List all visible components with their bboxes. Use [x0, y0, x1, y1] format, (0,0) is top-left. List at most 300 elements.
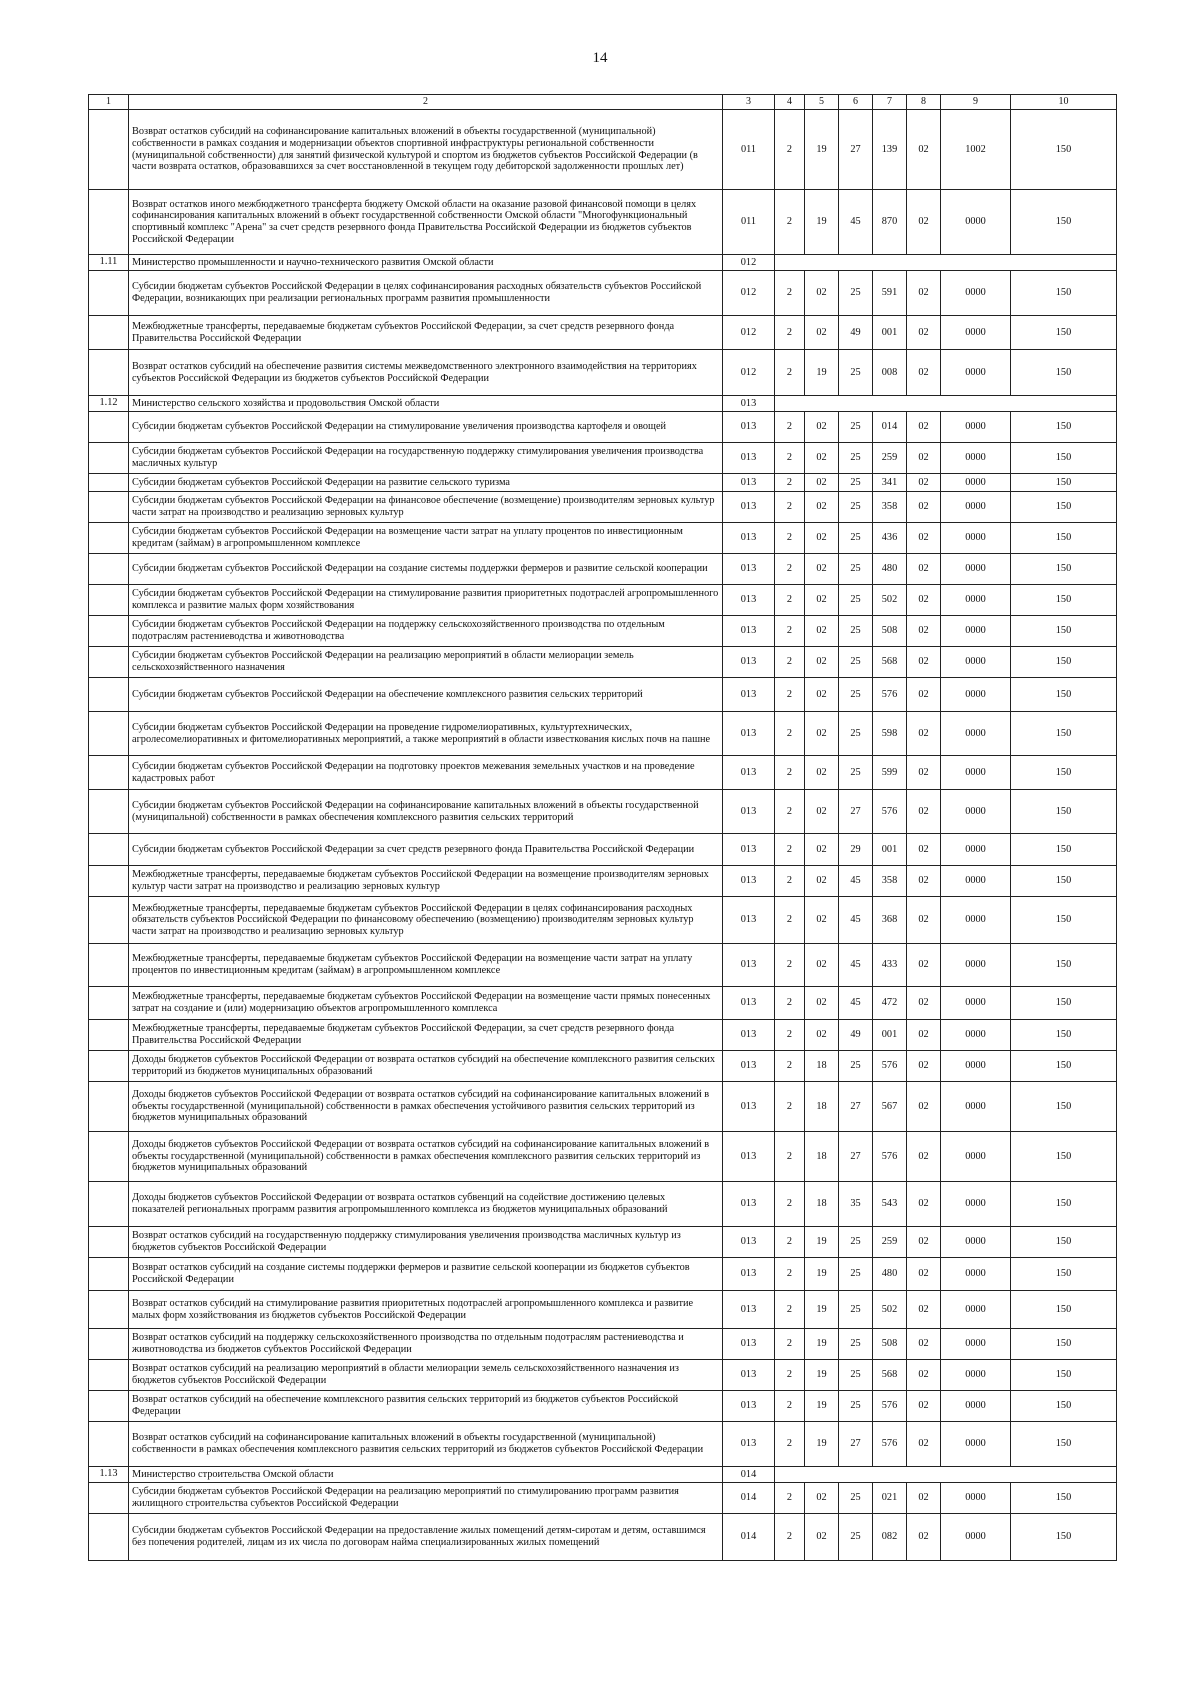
admin-code-cell: 013	[723, 1258, 775, 1291]
item-name-cell: Субсидии бюджетам субъектов Российской Федерации на реализацию мероприятий по стимулированию программ развития жилищного строительства субъектов Российской Федерации	[129, 1483, 723, 1514]
code-element-cell: 02	[907, 1483, 941, 1514]
code-group-cell: 2	[775, 412, 805, 443]
code-group-cell: 2	[775, 1258, 805, 1291]
code-subgroup-cell: 02	[805, 756, 839, 790]
section-number-cell	[89, 897, 129, 944]
code-program-cell: 0000	[941, 647, 1011, 678]
section-number-cell	[89, 1329, 129, 1360]
section-number-cell: 1.12	[89, 396, 129, 412]
table-row	[89, 1227, 1117, 1258]
item-name-cell: Субсидии бюджетам субъектов Российской Федерации на создание системы поддержки фермеров и развитие сельской кооперации	[129, 554, 723, 585]
item-name-cell: Субсидии бюджетам субъектов Российской Федерации за счет средств резервного фонда Правительства Российской Федерации	[129, 834, 723, 866]
code-subgroup-cell: 02	[805, 944, 839, 987]
item-name-cell: Министерство строительства Омской области	[129, 1467, 723, 1483]
code-group-cell: 2	[775, 944, 805, 987]
code-program-cell: 1002	[941, 110, 1011, 190]
item-name-cell: Межбюджетные трансферты, передаваемые бюджетам субъектов Российской Федерации на возмещение части затрат на уплату процентов по инвестиционным кредитам (займам) в агропромышленном комплексе	[129, 944, 723, 987]
section-number-cell	[89, 271, 129, 316]
admin-code-cell: 012	[723, 316, 775, 350]
item-name-cell: Субсидии бюджетам субъектов Российской Федерации на финансовое обеспечение (возмещение) производителям зерновых культур части затрат на производство и реализацию зерновых культур	[129, 492, 723, 523]
code-group-cell: 2	[775, 1051, 805, 1082]
section-number-cell	[89, 1227, 129, 1258]
code-program-cell: 0000	[941, 1291, 1011, 1329]
code-article-cell: 45	[839, 190, 873, 255]
section-number-cell	[89, 866, 129, 897]
admin-code-cell: 013	[723, 756, 775, 790]
code-element-cell: 02	[907, 712, 941, 756]
code-group-cell: 2	[775, 1291, 805, 1329]
code-subgroup-cell: 19	[805, 1391, 839, 1422]
code-classification-cell: 150	[1011, 1483, 1117, 1514]
code-subgroup-cell: 02	[805, 616, 839, 647]
table-row	[89, 616, 1117, 647]
code-article-cell: 45	[839, 987, 873, 1020]
table-row	[89, 1258, 1117, 1291]
code-program-cell: 0000	[941, 350, 1011, 396]
code-classification-cell: 150	[1011, 492, 1117, 523]
code-subarticle-cell: 436	[873, 523, 907, 554]
code-subarticle-cell: 576	[873, 1132, 907, 1182]
code-program-cell: 0000	[941, 616, 1011, 647]
code-classification-cell: 150	[1011, 1082, 1117, 1132]
code-program-cell: 0000	[941, 316, 1011, 350]
code-article-cell: 25	[839, 756, 873, 790]
code-classification-cell: 150	[1011, 474, 1117, 492]
code-group-cell: 2	[775, 316, 805, 350]
code-subgroup-cell: 19	[805, 1422, 839, 1467]
code-subgroup-cell: 02	[805, 474, 839, 492]
code-group-cell: 2	[775, 585, 805, 616]
code-subarticle-cell: 480	[873, 1258, 907, 1291]
code-element-cell: 02	[907, 1182, 941, 1227]
code-group-cell: 2	[775, 1182, 805, 1227]
section-number-cell	[89, 756, 129, 790]
code-program-cell: 0000	[941, 1051, 1011, 1082]
table-row	[89, 1051, 1117, 1082]
code-program-cell: 0000	[941, 1020, 1011, 1051]
code-classification-cell: 150	[1011, 897, 1117, 944]
section-number-cell	[89, 443, 129, 474]
admin-code-cell: 013	[723, 492, 775, 523]
item-name-cell: Субсидии бюджетам субъектов Российской Федерации на возмещение части затрат на уплату процентов по инвестиционным кредитам (займам) в агропромышленном комплексе	[129, 523, 723, 554]
code-program-cell: 0000	[941, 712, 1011, 756]
item-name-cell: Субсидии бюджетам субъектов Российской Федерации на стимулирование увеличения производства картофеля и овощей	[129, 412, 723, 443]
code-subarticle-cell: 259	[873, 1227, 907, 1258]
code-article-cell: 25	[839, 1051, 873, 1082]
section-number-cell	[89, 834, 129, 866]
code-group-cell: 2	[775, 1422, 805, 1467]
item-name-cell: Межбюджетные трансферты, передаваемые бюджетам субъектов Российской Федерации, за счет средств резервного фонда Правительства Российской Федерации	[129, 1020, 723, 1051]
code-article-cell: 25	[839, 1483, 873, 1514]
admin-code-cell: 013	[723, 474, 775, 492]
admin-code-cell: 013	[723, 897, 775, 944]
code-article-cell: 25	[839, 523, 873, 554]
admin-code-cell: 013	[723, 554, 775, 585]
admin-code-cell: 013	[723, 678, 775, 712]
section-number-cell: 1.11	[89, 255, 129, 271]
code-article-cell: 25	[839, 1258, 873, 1291]
empty-cells	[775, 1467, 1117, 1483]
code-subgroup-cell: 02	[805, 585, 839, 616]
code-subarticle-cell: 576	[873, 1422, 907, 1467]
code-classification-cell: 150	[1011, 712, 1117, 756]
item-name-cell: Возврат остатков субсидий на государственную поддержку стимулирования увеличения производства масличных культур из бюджетов субъектов Российской Федерации	[129, 1227, 723, 1258]
admin-code-cell: 013	[723, 1227, 775, 1258]
table-row	[89, 443, 1117, 474]
code-subarticle-cell: 001	[873, 1020, 907, 1051]
admin-code-cell: 014	[723, 1514, 775, 1561]
code-program-cell: 0000	[941, 944, 1011, 987]
section-number-cell	[89, 350, 129, 396]
code-subarticle-cell: 472	[873, 987, 907, 1020]
code-element-cell: 02	[907, 1422, 941, 1467]
code-subarticle-cell: 568	[873, 647, 907, 678]
admin-code-cell: 013	[723, 1020, 775, 1051]
section-number-cell	[89, 412, 129, 443]
item-name-cell: Возврат остатков субсидий на создание системы поддержки фермеров и развитие сельской кооперации из бюджетов субъектов Российской Федерации	[129, 1258, 723, 1291]
item-name-cell: Возврат остатков субсидий на обеспечение комплексного развития сельских территорий из бюджетов субъектов Российской Федерации	[129, 1391, 723, 1422]
code-element-cell: 02	[907, 834, 941, 866]
table-row	[89, 987, 1117, 1020]
code-group-cell: 2	[775, 1082, 805, 1132]
code-group-cell: 2	[775, 647, 805, 678]
code-element-cell: 02	[907, 1227, 941, 1258]
code-subarticle-cell: 008	[873, 350, 907, 396]
code-group-cell: 2	[775, 678, 805, 712]
admin-code-cell: 013	[723, 585, 775, 616]
item-name-cell: Субсидии бюджетам субъектов Российской Федерации на софинансирование капитальных вложений в объекты государственной (муниципальной) собственности в рамках обеспечения комплексного развития сельских территорий	[129, 790, 723, 834]
code-element-cell: 02	[907, 1360, 941, 1391]
code-group-cell: 2	[775, 756, 805, 790]
code-group-cell: 2	[775, 554, 805, 585]
item-name-cell: Межбюджетные трансферты, передаваемые бюджетам субъектов Российской Федерации, за счет средств резервного фонда Правительства Российской Федерации	[129, 316, 723, 350]
code-element-cell: 02	[907, 350, 941, 396]
section-number-cell	[89, 1132, 129, 1182]
code-element-cell: 02	[907, 554, 941, 585]
code-article-cell: 27	[839, 1082, 873, 1132]
admin-code-cell: 013	[723, 1422, 775, 1467]
section-number-cell	[89, 523, 129, 554]
code-element-cell: 02	[907, 1082, 941, 1132]
admin-code-cell: 012	[723, 350, 775, 396]
section-number-cell	[89, 678, 129, 712]
section-number-cell	[89, 110, 129, 190]
column-header: 2	[129, 95, 723, 110]
table-row	[89, 1020, 1117, 1051]
table-row	[89, 1422, 1117, 1467]
code-classification-cell: 150	[1011, 834, 1117, 866]
item-name-cell: Межбюджетные трансферты, передаваемые бюджетам субъектов Российской Федерации на возмещение части прямых понесенных затрат на создание и (или) модернизацию объектов агропромышленного комплекса	[129, 987, 723, 1020]
table-row	[89, 316, 1117, 350]
code-classification-cell: 150	[1011, 1291, 1117, 1329]
code-group-cell: 2	[775, 443, 805, 474]
table-row	[89, 585, 1117, 616]
code-element-cell: 02	[907, 1291, 941, 1329]
table-row	[89, 1391, 1117, 1422]
code-article-cell: 25	[839, 1514, 873, 1561]
code-program-cell: 0000	[941, 1391, 1011, 1422]
code-article-cell: 25	[839, 412, 873, 443]
code-program-cell: 0000	[941, 1329, 1011, 1360]
code-subgroup-cell: 18	[805, 1132, 839, 1182]
ministry-row	[89, 396, 1117, 412]
code-subgroup-cell: 02	[805, 554, 839, 585]
admin-code-cell: 013	[723, 1082, 775, 1132]
code-group-cell: 2	[775, 897, 805, 944]
code-article-cell: 25	[839, 616, 873, 647]
code-group-cell: 2	[775, 1483, 805, 1514]
section-number-cell	[89, 1020, 129, 1051]
code-subarticle-cell: 001	[873, 316, 907, 350]
item-name-cell: Возврат остатков субсидий на обеспечение развития системы межведомственного электронного взаимодействия на территориях субъектов Российской Федерации из бюджетов субъектов Российской Федерации	[129, 350, 723, 396]
code-group-cell: 2	[775, 271, 805, 316]
item-name-cell: Доходы бюджетов субъектов Российской Федерации от возврата остатков субсидий на софинансирование капитальных вложений в объекты государственной (муниципальной) собственности в рамках обеспечения устойчивого развития сельских территорий из бюджетов муниципальных образований	[129, 1082, 723, 1132]
code-program-cell: 0000	[941, 897, 1011, 944]
code-element-cell: 02	[907, 443, 941, 474]
empty-cells	[775, 255, 1117, 271]
code-article-cell: 27	[839, 1422, 873, 1467]
code-classification-cell: 150	[1011, 866, 1117, 897]
code-subarticle-cell: 568	[873, 1360, 907, 1391]
code-element-cell: 02	[907, 790, 941, 834]
code-element-cell: 02	[907, 866, 941, 897]
code-article-cell: 25	[839, 1360, 873, 1391]
item-name-cell: Возврат остатков субсидий на софинансирование капитальных вложений в объекты государственной (муниципальной) собственности в рамках обеспечения комплексного развития сельских территорий из бюджетов субъектов Российской Федерации	[129, 1422, 723, 1467]
admin-code-cell: 012	[723, 255, 775, 271]
code-element-cell: 02	[907, 944, 941, 987]
code-article-cell: 25	[839, 492, 873, 523]
code-article-cell: 25	[839, 1291, 873, 1329]
table-row	[89, 1082, 1117, 1132]
code-article-cell: 25	[839, 474, 873, 492]
code-program-cell: 0000	[941, 866, 1011, 897]
table-row	[89, 1329, 1117, 1360]
code-subarticle-cell: 598	[873, 712, 907, 756]
code-article-cell: 25	[839, 1227, 873, 1258]
section-number-cell	[89, 585, 129, 616]
item-name-cell: Субсидии бюджетам субъектов Российской Федерации на реализацию мероприятий в области мелиорации земель сельскохозяйственного назначения	[129, 647, 723, 678]
code-program-cell: 0000	[941, 1422, 1011, 1467]
section-number-cell	[89, 1291, 129, 1329]
code-program-cell: 0000	[941, 474, 1011, 492]
code-classification-cell: 150	[1011, 271, 1117, 316]
table-row	[89, 834, 1117, 866]
code-element-cell: 02	[907, 616, 941, 647]
admin-code-cell: 014	[723, 1467, 775, 1483]
code-group-cell: 2	[775, 790, 805, 834]
code-classification-cell: 150	[1011, 1391, 1117, 1422]
code-group-cell: 2	[775, 1132, 805, 1182]
table-row	[89, 712, 1117, 756]
code-program-cell: 0000	[941, 1227, 1011, 1258]
table-row	[89, 492, 1117, 523]
item-name-cell: Субсидии бюджетам субъектов Российской Федерации на государственную поддержку стимулирования увеличения производства масличных культур	[129, 443, 723, 474]
code-article-cell: 35	[839, 1182, 873, 1227]
code-article-cell: 25	[839, 271, 873, 316]
code-program-cell: 0000	[941, 1360, 1011, 1391]
code-program-cell: 0000	[941, 834, 1011, 866]
code-article-cell: 27	[839, 790, 873, 834]
item-name-cell: Субсидии бюджетам субъектов Российской Федерации на поддержку сельскохозяйственного производства по отдельным подотраслям растениеводства и животноводства	[129, 616, 723, 647]
table-row	[89, 271, 1117, 316]
admin-code-cell: 013	[723, 1291, 775, 1329]
item-name-cell: Доходы бюджетов субъектов Российской Федерации от возврата остатков субвенций на содействие достижению целевых показателей региональных программ развития агропромышленного комплекса из бюджетов муниципальных образований	[129, 1182, 723, 1227]
admin-code-cell: 013	[723, 1132, 775, 1182]
admin-code-cell: 013	[723, 412, 775, 443]
code-subgroup-cell: 02	[805, 316, 839, 350]
code-classification-cell: 150	[1011, 616, 1117, 647]
code-program-cell: 0000	[941, 1082, 1011, 1132]
code-subgroup-cell: 19	[805, 1329, 839, 1360]
code-subgroup-cell: 02	[805, 412, 839, 443]
empty-cells	[775, 396, 1117, 412]
code-subgroup-cell: 19	[805, 1227, 839, 1258]
budget-classification-table	[88, 94, 1117, 1561]
table-row	[89, 647, 1117, 678]
item-name-cell: Межбюджетные трансферты, передаваемые бюджетам субъектов Российской Федерации на возмещение производителям зерновых культур части затрат на производство и реализацию зерновых культур	[129, 866, 723, 897]
code-article-cell: 25	[839, 585, 873, 616]
code-program-cell: 0000	[941, 443, 1011, 474]
code-classification-cell: 150	[1011, 350, 1117, 396]
section-number-cell	[89, 1483, 129, 1514]
code-article-cell: 49	[839, 1020, 873, 1051]
table-row	[89, 1360, 1117, 1391]
code-element-cell: 02	[907, 271, 941, 316]
table-row	[89, 944, 1117, 987]
code-subgroup-cell: 02	[805, 523, 839, 554]
code-element-cell: 02	[907, 1051, 941, 1082]
code-subgroup-cell: 02	[805, 443, 839, 474]
admin-code-cell: 013	[723, 396, 775, 412]
code-group-cell: 2	[775, 190, 805, 255]
table-row	[89, 474, 1117, 492]
column-header: 7	[873, 95, 907, 110]
section-number-cell	[89, 474, 129, 492]
section-number-cell	[89, 1182, 129, 1227]
code-classification-cell: 150	[1011, 412, 1117, 443]
code-classification-cell: 150	[1011, 790, 1117, 834]
column-header: 1	[89, 95, 129, 110]
section-number-cell	[89, 944, 129, 987]
table-row	[89, 1132, 1117, 1182]
code-classification-cell: 150	[1011, 316, 1117, 350]
ministry-row	[89, 255, 1117, 271]
code-subgroup-cell: 02	[805, 790, 839, 834]
item-name-cell: Межбюджетные трансферты, передаваемые бюджетам субъектов Российской Федерации в целях софинансирования расходных обязательств субъектов Российской Федерации по финансовому обеспечению (возмещению) производителям зерновых культур части затрат на производство и реализацию зерновых культур	[129, 897, 723, 944]
code-subgroup-cell: 19	[805, 350, 839, 396]
admin-code-cell: 013	[723, 944, 775, 987]
column-header: 6	[839, 95, 873, 110]
item-name-cell: Возврат остатков субсидий на стимулирование развития приоритетных подотраслей агропромышленного комплекса и развитие малых форм хозяйствования из бюджетов субъектов Российской Федерации	[129, 1291, 723, 1329]
code-program-cell: 0000	[941, 190, 1011, 255]
code-element-cell: 02	[907, 110, 941, 190]
item-name-cell: Возврат остатков субсидий на софинансирование капитальных вложений в объекты государственной (муниципальной) собственности в рамках создания и модернизации объектов спортивной инфраструктуры региональной собственности (муниципальной собственности) для занятий физической культурой и спортом из бюджетов субъектов Российской Федерации (в части возврата остатков, образовавшихся за счет восстановленной в текущем году дебиторской задолженности прошлых лет)	[129, 110, 723, 190]
table-row	[89, 678, 1117, 712]
code-subgroup-cell: 02	[805, 897, 839, 944]
item-name-cell: Возврат остатков субсидий на поддержку сельскохозяйственного производства по отдельным подотраслям растениеводства и животноводства из бюджетов субъектов Российской Федерации	[129, 1329, 723, 1360]
code-program-cell: 0000	[941, 585, 1011, 616]
code-program-cell: 0000	[941, 790, 1011, 834]
table-row	[89, 1514, 1117, 1561]
code-article-cell: 25	[839, 1329, 873, 1360]
code-classification-cell: 150	[1011, 1422, 1117, 1467]
code-subarticle-cell: 082	[873, 1514, 907, 1561]
column-header: 4	[775, 95, 805, 110]
table-body	[89, 110, 1117, 1561]
code-article-cell: 25	[839, 350, 873, 396]
section-number-cell	[89, 492, 129, 523]
code-article-cell: 25	[839, 1391, 873, 1422]
code-subarticle-cell: 358	[873, 866, 907, 897]
code-element-cell: 02	[907, 987, 941, 1020]
admin-code-cell: 013	[723, 1329, 775, 1360]
code-classification-cell: 150	[1011, 944, 1117, 987]
code-group-cell: 2	[775, 1360, 805, 1391]
code-subgroup-cell: 02	[805, 271, 839, 316]
code-group-cell: 2	[775, 1514, 805, 1561]
code-program-cell: 0000	[941, 987, 1011, 1020]
admin-code-cell: 013	[723, 523, 775, 554]
code-subarticle-cell: 543	[873, 1182, 907, 1227]
code-group-cell: 2	[775, 616, 805, 647]
code-subarticle-cell: 358	[873, 492, 907, 523]
code-classification-cell: 150	[1011, 554, 1117, 585]
admin-code-cell: 013	[723, 712, 775, 756]
code-subgroup-cell: 02	[805, 987, 839, 1020]
table-row	[89, 350, 1117, 396]
code-classification-cell: 150	[1011, 647, 1117, 678]
code-group-cell: 2	[775, 987, 805, 1020]
code-group-cell: 2	[775, 492, 805, 523]
code-group-cell: 2	[775, 1227, 805, 1258]
admin-code-cell: 013	[723, 866, 775, 897]
admin-code-cell: 013	[723, 1391, 775, 1422]
item-name-cell: Доходы бюджетов субъектов Российской Федерации от возврата остатков субсидий на софинансирование капитальных вложений в объекты государственной (муниципальной) собственности в рамках обеспечения комплексного развития сельских территорий из бюджетов муниципальных образований	[129, 1132, 723, 1182]
column-header: 3	[723, 95, 775, 110]
code-element-cell: 02	[907, 316, 941, 350]
item-name-cell: Субсидии бюджетам субъектов Российской Федерации на проведение гидромелиоративных, культуртехнических, агролесомелиоративных и фитомелиоративных мероприятий, а также мероприятий в области известкования кислых почв на пашне	[129, 712, 723, 756]
code-program-cell: 0000	[941, 1514, 1011, 1561]
code-subgroup-cell: 02	[805, 712, 839, 756]
table-row	[89, 1291, 1117, 1329]
code-classification-cell: 150	[1011, 110, 1117, 190]
code-subgroup-cell: 02	[805, 834, 839, 866]
item-name-cell: Субсидии бюджетам субъектов Российской Федерации в целях софинансирования расходных обязательств субъектов Российской Федерации, возникающих при реализации региональных программ развития промышленности	[129, 271, 723, 316]
code-program-cell: 0000	[941, 1132, 1011, 1182]
code-classification-cell: 150	[1011, 190, 1117, 255]
code-group-cell: 2	[775, 350, 805, 396]
code-element-cell: 02	[907, 1132, 941, 1182]
admin-code-cell: 014	[723, 1483, 775, 1514]
section-number-cell	[89, 554, 129, 585]
section-number-cell	[89, 1391, 129, 1422]
section-number-cell	[89, 1422, 129, 1467]
item-name-cell: Субсидии бюджетам субъектов Российской Федерации на стимулирование развития приоритетных подотраслей агропромышленного комплекса и развитие малых форм хозяйствования	[129, 585, 723, 616]
code-subgroup-cell: 19	[805, 110, 839, 190]
table-row	[89, 790, 1117, 834]
admin-code-cell: 013	[723, 790, 775, 834]
code-article-cell: 45	[839, 944, 873, 987]
code-group-cell: 2	[775, 1329, 805, 1360]
section-number-cell	[89, 1514, 129, 1561]
code-element-cell: 02	[907, 585, 941, 616]
code-subarticle-cell: 259	[873, 443, 907, 474]
item-name-cell: Министерство сельского хозяйства и продовольствия Омской области	[129, 396, 723, 412]
code-article-cell: 25	[839, 443, 873, 474]
code-subgroup-cell: 02	[805, 1483, 839, 1514]
code-program-cell: 0000	[941, 412, 1011, 443]
code-article-cell: 25	[839, 554, 873, 585]
